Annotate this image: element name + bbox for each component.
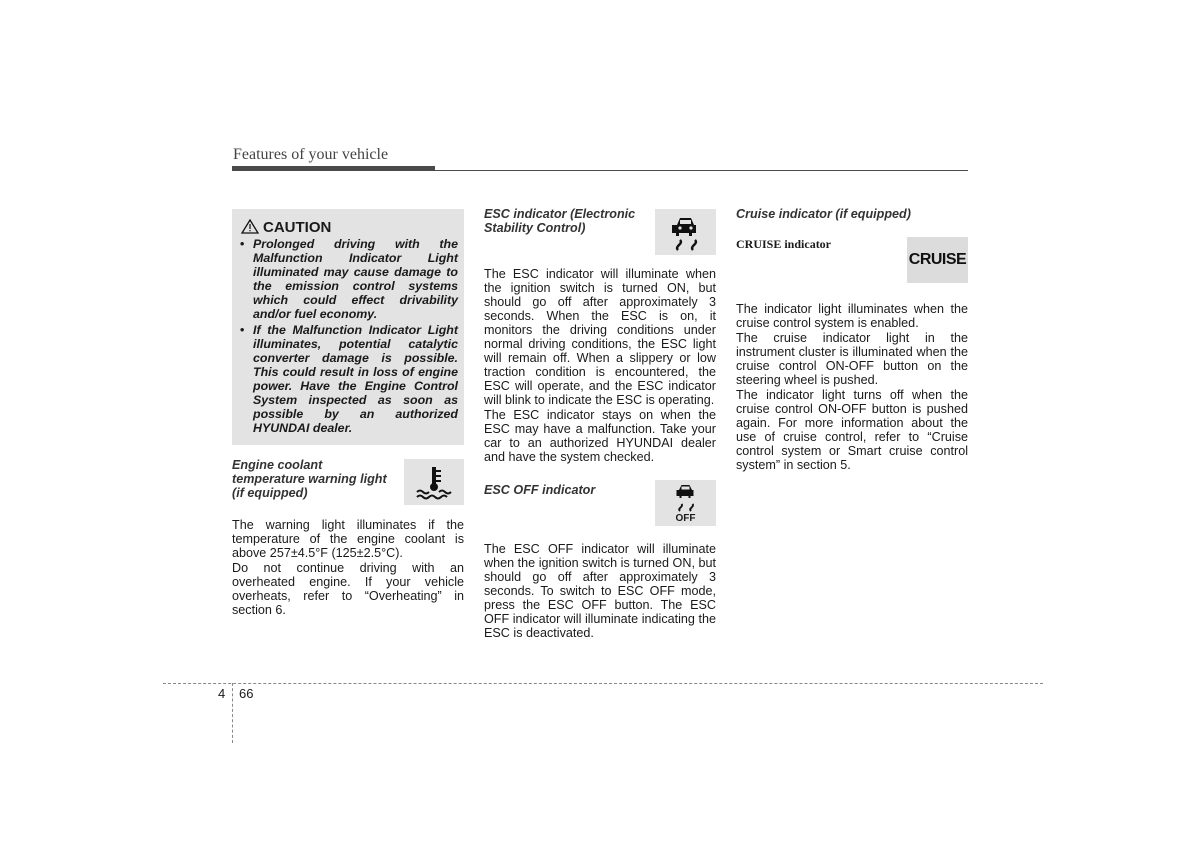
footer-dashed-divider [232,683,233,743]
footer-dashed-rule [163,683,1043,684]
cruise-paragraph: The indicator light illuminates when the cruise control system is enabled. [736,302,968,330]
esc-off-heading: ESC OFF indicator [484,483,596,497]
caution-item: • If the Malfunction Indicator Light illuminates, potential catalytic converter damage is possible. This could result in loss of engine power. Have the Engine Control System inspected as soon as possible by an authorized HYUNDAI dealer. [240,323,458,435]
header-rule-thin [435,170,968,171]
esc-heading-line: ESC indicator (Electronic [484,207,636,221]
cruise-heading: Cruise indicator (if equipped) [736,207,911,221]
cruise-paragraph: The cruise indicator light in the instrument cluster is illuminated when the cruise control ON-OFF button on the steering wheel is pushed. [736,331,968,387]
caution-heading [241,219,331,236]
esc-body [484,267,716,465]
esc-icon-box [655,209,716,255]
esc-off-paragraph: The ESC OFF indicator will illuminate when the ignition switch is turned ON, but should go off after approximately 3 seconds. To switch to ESC OFF mode, press the ESC OFF button. The ESC OFF indicator will illuminate indicating the ESC is deactivated. [484,542,716,640]
esc-paragraph: The ESC indicator stays on when the ESC may have a malfunction. Take your car to an authorized HYUNDAI dealer and have the system checked. [484,408,716,464]
esc-off-body [484,542,716,641]
esc-off-icon-box [655,480,716,526]
coolant-paragraph: The warning light illuminates if the temperature of the engine coolant is above 257±4.5°F (125±2.5°C). [232,518,464,560]
caution-title: CAUTION [263,219,332,236]
cruise-sublabel: CRUISE indicator [736,237,832,251]
esc-paragraph: The ESC indicator will illuminate when the ignition switch is turned ON, but should go off after approximately 3 seconds. When the ESC is on, it monitors the driving conditions under normal driving conditions, the ESC light will remain off. When a slippery or low traction condition is encountered, the ESC will operate, and the ESC indicator will blink to indicate the ESC is operating. [484,267,716,407]
warning-triangle-icon [241,219,259,234]
esc-heading [484,207,649,235]
coolant-icon-box [404,459,464,505]
cruise-paragraph: The indicator light turns off when the cruise control ON-OFF button is pushed again. For more information about the use of cruise control, refer to “Cruise control system or Smart cruise control system” in section 5. [736,388,968,472]
section-number: 4 [218,686,226,701]
coolant-paragraph: Do not continue driving with an overheated engine. If your vehicle overheats, refer to “Overheating” in section 6. [232,561,464,617]
page-header-title: Features of your vehicle [233,146,389,163]
caution-item: • Prolonged driving with the Malfunction Indicator Light illuminated may cause damage to the emission control systems which could effect drivability and/or fuel economy. [240,237,458,321]
coolant-temperature-icon [404,459,464,505]
coolant-heading-line: Engine coolant [232,458,323,472]
page-number: 66 [239,686,254,701]
coolant-heading-line: temperature warning light [232,472,387,486]
esc-skid-car-icon [655,209,716,255]
esc-heading-line: Stability Control) [484,221,586,235]
coolant-heading [232,458,402,500]
cruise-body [736,302,968,473]
cruise-badge: CRUISE [907,237,968,283]
header-rule-thick [232,166,435,171]
esc-off-icon-label: OFF [675,513,696,524]
caution-list [240,237,458,437]
coolant-heading-line: (if equipped) [232,486,308,500]
coolant-body [232,518,464,618]
